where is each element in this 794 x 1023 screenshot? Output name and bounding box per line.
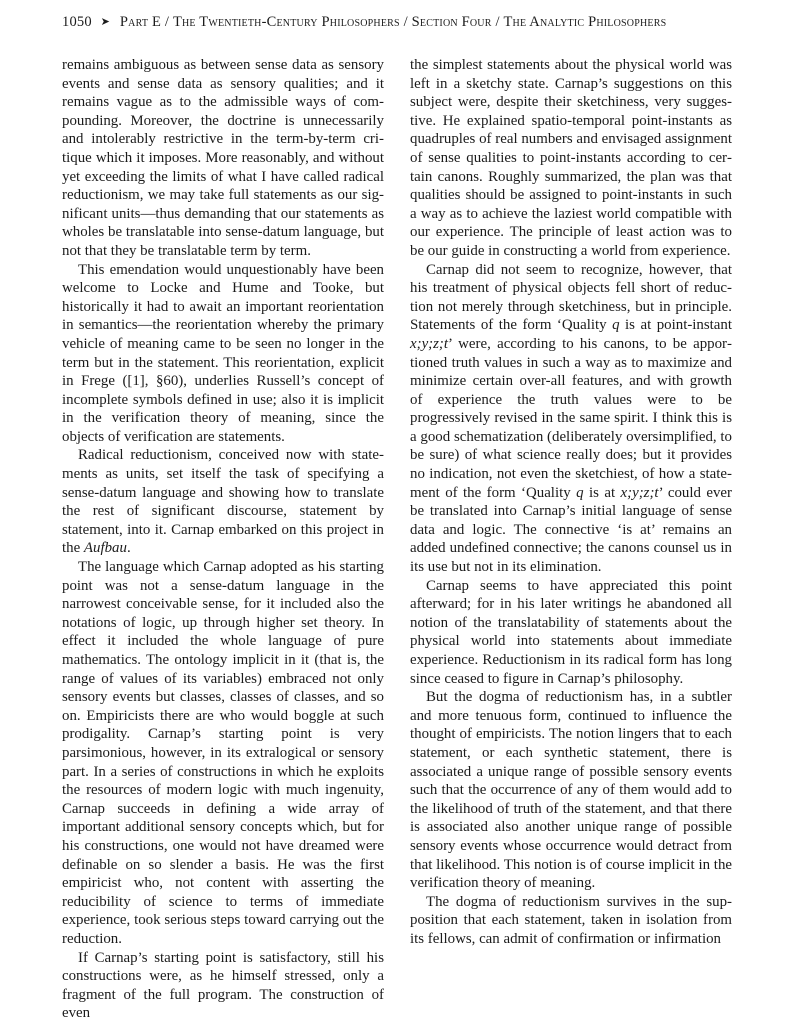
paragraph: Carnap seems to have appreciated this point afterward; for in his later writings he abandoned all notion of the translatability of statements about the physical world into statements about immediate experience. Reductionism in its radical form has long since ceased to figure in Carnap’s philosophy.	[410, 577, 732, 687]
paragraph-text: is at point-instant	[619, 317, 732, 334]
header-separator: /	[495, 14, 500, 30]
paragraph-text: .	[126, 540, 131, 557]
paragraph: This emendation would unquestionably have been welcome to Locke and Hume and Tooke, but historically it had to await an important reorientation in semantics—the reorientation whereby the primary vehicle of meaning came to be seen no longer in the term but in the statement. This reorientation, explicit in Frege ([1], §60), underlies Russell’s concept of incomplete symbols defined in use; also it is implicit in the verification theory of meaning, since the objects of verification are statements.	[62, 261, 384, 445]
header-part: Part E	[119, 14, 162, 30]
header-separator: /	[403, 14, 408, 30]
left-column	[62, 56, 384, 1023]
paragraph: But the dogma of reductionism has, in a subtler and more tenuous form, continued to influence the thought of empiricists. The notion lingers that to each statement, or each synthetic statement, there is associated a unique range of possible sensory events such that the occurrence of any of them would add to the likelihood of truth of the statement, and that there is associated also another unique range of possible sensory events whose occurrence would detract from that likelihood. This notion is of course implicit in the verification theory of meaning.	[410, 689, 732, 892]
header-book-title: The Twentieth-Century Philosophers	[172, 14, 400, 30]
math-variable: x;y;z;t	[620, 484, 659, 501]
diamond-arrow-icon: ➤	[100, 16, 111, 28]
page-number: 1050	[62, 14, 92, 30]
header-section: Section Four	[411, 14, 492, 30]
paragraph: remains ambiguous as between sense data as sensory events and sense data as sensory qualities; and it remains vague as to the admissible ways of compounding. Moreover, the doctrine is unnecessarily and intolerably restrictive in the term-by-term critique which it imposes. More reasonably, and without yet exceeding the limits of what I have called radical reductionism, we may take full statements as our significant units—thus demanding that our statements as wholes be translatable into sense-datum language, but not that they be translatable term by term.	[62, 57, 384, 259]
header-subsection: The Analytic Philosophers	[503, 14, 667, 30]
paragraph-text: Radical reductionism, conceived now with statements as units, set itself the task of specifying a sense-datum language and showing how to translate the rest of significant discourse, statement by statement, into it. Carnap embarked on this project in the	[62, 447, 384, 557]
paragraph: The dogma of reductionism survives in the supposition that each statement, taken in isolation from its fellows, can admit of confirmation or infirmation	[410, 893, 732, 947]
paragraph-text: ’ could ever be translated into Carnap’s initial language of sense data and logic. The connective ‘is at’ remains an added undefined connective; the canons counsel us in its use but not in its elimination.	[410, 484, 732, 576]
paragraph	[62, 446, 384, 558]
paragraph: If Carnap’s starting point is satisfactory, still his constructions were, as he himself stressed, only a fragment of the full program. The construction of even	[62, 949, 384, 1022]
math-variable: q	[612, 317, 620, 334]
header-separator: /	[164, 14, 170, 30]
paragraph	[410, 261, 732, 577]
math-variable: q	[576, 484, 584, 501]
book-title-aufbau: Aufbau	[83, 540, 127, 557]
paragraph-text: ’ were, according to his canons, to be apportioned truth values in such a way as to maximize and minimize certain over-all features, and with growth of experience the truth values were to be progressively revised in the same spirit. I think this is a good schematization (deliberately oversimplified, to be sure) of what science really does; but it provides no indication, not even the sketchiest, of how a statement of the form ‘Quality	[410, 335, 732, 501]
right-column	[410, 56, 732, 949]
paragraph: The language which Carnap adopted as his starting point was not a sense-datum language in the narrowest conceivable sense, for it included also the notations of logic, up through higher set theory. In effect it included the whole language of pure mathematics. The ontology implicit in it (that is, the range of values of its variables) embraced not only sensory events but classes, classes of classes, and so on. Empiricists there are who would boggle at such prodigality. Carnap’s starting point is very parsimonious, however, in its extralogical or sensory part. In a series of constructions in which he exploits the resources of modern logic with much ingenuity, Carnap succeeds in defining a wide array of important additional sensory concepts which, but for his constructions, one would not have dreamed were definable on so slender a basis. He was the first empiricist who, not content with asserting the reducibility of science to terms of immediate experience, took serious steps toward carrying out the reduction.	[62, 559, 384, 947]
paragraph-text: is at	[583, 484, 621, 501]
math-variable: x;y;z;t	[410, 335, 449, 352]
paragraph: the simplest statements about the physical world was left in a sketchy state. Carnap’s suggestions on this subject were, despite their sketchiness, very suggestive. He explained spatio-temporal point-instants as quadruples of real numbers and envisaged assignment of sense qualities to point-instants according to certain canons. Roughly summarized, the plan was that qualities should be assigned to point-instants in such a way as to achieve the laziest world compatible with our experience. The principle of least action was to be our guide in constructing a world from experience.	[410, 57, 732, 259]
running-header	[62, 14, 742, 38]
paragraph-text: Carnap did not seem to recognize, however, that his treatment of physical objects fell short of reduction not merely through sketchiness, but in principle. Statements of the form ‘Quality	[410, 261, 732, 334]
